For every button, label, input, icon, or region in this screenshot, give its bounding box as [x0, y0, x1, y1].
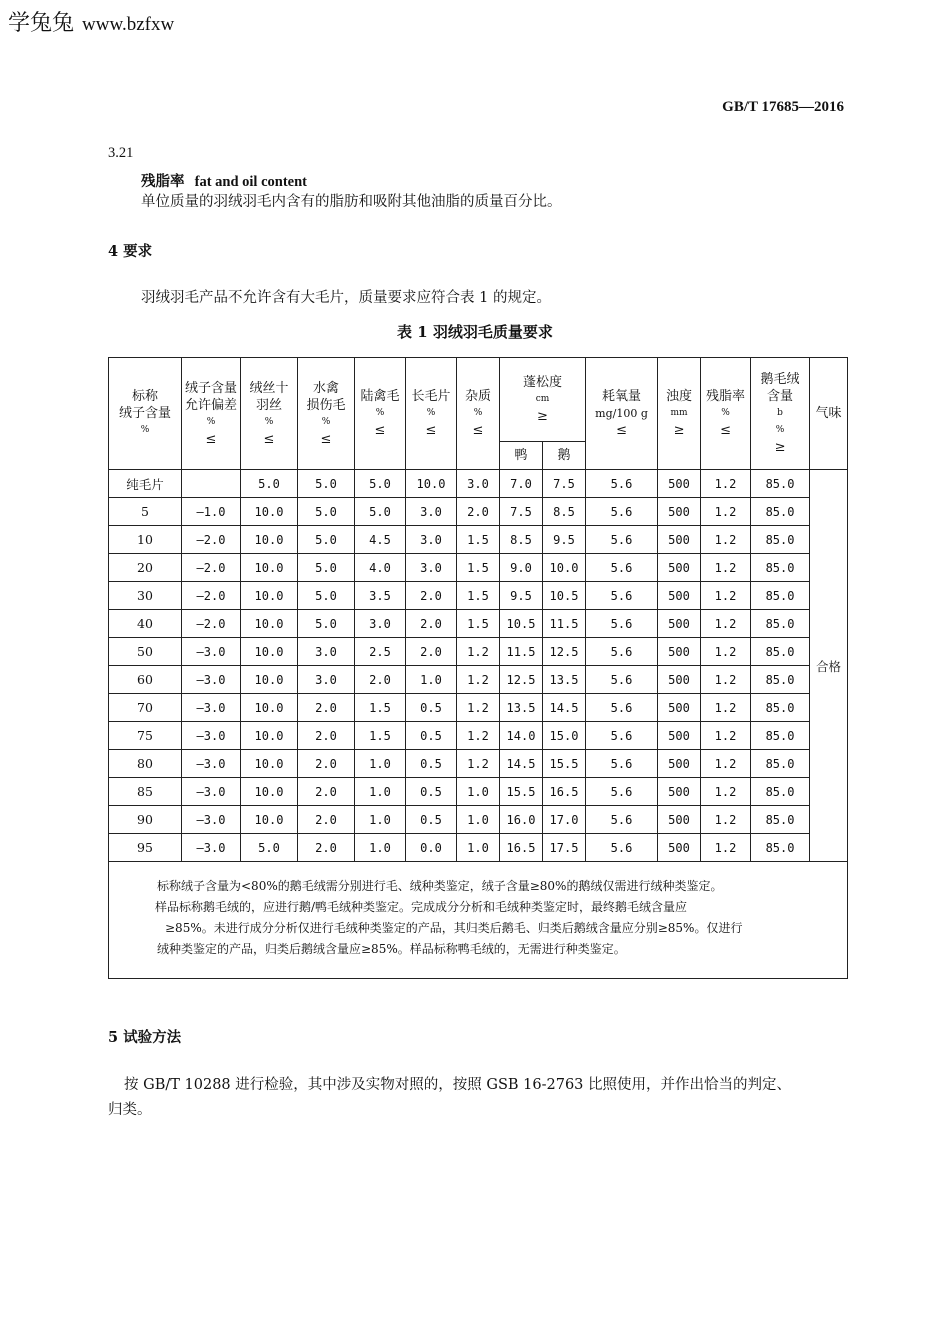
table-cell: 5.6: [586, 806, 658, 834]
table-cell: 2.0: [298, 834, 355, 862]
table-cell: —2.0: [182, 610, 241, 638]
table-cell: 5.6: [586, 722, 658, 750]
table-cell: 3.0: [298, 638, 355, 666]
table-cell: 10.5: [500, 610, 543, 638]
table-cell: 85.0: [751, 778, 810, 806]
table-cell: 7.5: [543, 470, 586, 498]
section-5-body-line2: 归类。: [108, 1102, 152, 1118]
table-cell: 1.5: [355, 694, 406, 722]
table-cell: 5.6: [586, 638, 658, 666]
table-cell: 70: [109, 694, 182, 722]
table-cell: 3.0: [457, 470, 500, 498]
table-cell: 85.0: [751, 750, 810, 778]
table-cell: —3.0: [182, 722, 241, 750]
header-fat-content: 残脂率 % ≤: [701, 358, 751, 470]
table-cell: 2.0: [355, 666, 406, 694]
table-cell: 500: [658, 582, 701, 610]
table-cell: 5.6: [586, 582, 658, 610]
table-cell: 85.0: [751, 638, 810, 666]
header-nominal-down: 标称 绒子含量 %: [109, 358, 182, 470]
table-note: [109, 862, 848, 979]
table-cell: 85: [109, 778, 182, 806]
table-cell: —3.0: [182, 638, 241, 666]
table-cell: 16.5: [543, 778, 586, 806]
table-cell: 500: [658, 498, 701, 526]
standard-number: GB/T 17685—2016: [722, 99, 844, 115]
table-cell: 10.0: [241, 582, 298, 610]
table-cell: —3.0: [182, 666, 241, 694]
table-cell: 500: [658, 722, 701, 750]
table-cell: 5.6: [586, 610, 658, 638]
table-cell: 1.5: [457, 526, 500, 554]
table-cell: 10.0: [241, 610, 298, 638]
table-row: [109, 470, 848, 498]
table-cell: 2.0: [298, 750, 355, 778]
header-oxygen-number: 耗氧量 mg/100 g ≤: [586, 358, 658, 470]
header-goose: 鹅: [543, 442, 586, 470]
table-cell: 500: [658, 638, 701, 666]
table-cell: 50: [109, 638, 182, 666]
table-cell: 2.0: [406, 610, 457, 638]
table-cell: 500: [658, 750, 701, 778]
table-cell: 500: [658, 666, 701, 694]
table-cell: 80: [109, 750, 182, 778]
table-row: [109, 554, 848, 582]
table-cell: 1.0: [355, 834, 406, 862]
header-goose-content: 鹅毛绒 含量 b % ≥: [751, 358, 810, 470]
clause-number: 3.21: [108, 145, 134, 161]
table-cell: 2.5: [355, 638, 406, 666]
header-odor: 气味: [810, 358, 848, 470]
table-cell: 11.5: [500, 638, 543, 666]
table-header-row: [109, 358, 848, 442]
table-cell: 85.0: [751, 694, 810, 722]
term-en: fat and oil content: [194, 174, 307, 190]
table-cell: 8.5: [500, 526, 543, 554]
table-cell: 纯毛片: [109, 470, 182, 498]
note-line: 标称绒子含量为<80%的鹅毛绒需分别进行毛、绒种类鉴定，绒子含量≥80%的鹅绒仅需进行绒种类鉴定。: [157, 879, 723, 893]
table-cell: 85.0: [751, 806, 810, 834]
table-cell: 10.0: [241, 806, 298, 834]
term-cn: 残脂率: [141, 173, 185, 190]
table-row: [109, 526, 848, 554]
table-cell: 15.5: [543, 750, 586, 778]
table-cell: 85.0: [751, 470, 810, 498]
table-cell: 1.2: [457, 638, 500, 666]
table-row: [109, 834, 848, 862]
table-cell: 40: [109, 610, 182, 638]
section-5-body-line1: 按 GB/T 10288 进行检验，其中涉及实物对照的，按照 GSB 16-2763 比照使用，并作出恰当的判定、: [124, 1077, 791, 1093]
table-cell: —3.0: [182, 806, 241, 834]
table-cell: 3.0: [406, 498, 457, 526]
header-damaged-feather: 水禽 损伤毛 % ≤: [298, 358, 355, 470]
table-cell: 9.0: [500, 554, 543, 582]
note-line: ≥85%。未进行成分分析仅进行毛绒种类鉴定的产品，其归类后鹅毛、归类后鹅绒含量应分别≥85%。仅进行: [165, 921, 743, 935]
table-cell: 1.2: [701, 722, 751, 750]
table-cell: —3.0: [182, 834, 241, 862]
table-cell: 1.2: [701, 526, 751, 554]
table-cell: 10.0: [241, 666, 298, 694]
table-row: [109, 638, 848, 666]
table-cell: 11.5: [543, 610, 586, 638]
table-cell: 5.0: [298, 470, 355, 498]
table-cell: 1.2: [701, 498, 751, 526]
table-cell: 14.5: [543, 694, 586, 722]
table-cell: 15.0: [543, 722, 586, 750]
header-turbidity: 浊度 mm ≥: [658, 358, 701, 470]
table-cell: 30: [109, 582, 182, 610]
table-cell: 2.0: [298, 694, 355, 722]
table-cell: 85.0: [751, 722, 810, 750]
table-cell: —2.0: [182, 582, 241, 610]
table-cell: —3.0: [182, 778, 241, 806]
table-cell: 1.0: [457, 834, 500, 862]
table-cell: —2.0: [182, 554, 241, 582]
header-landfowl-feather: 陆禽毛 % ≤: [355, 358, 406, 470]
table-cell: 500: [658, 806, 701, 834]
table-cell: 1.0: [355, 806, 406, 834]
table-cell: 1.2: [701, 750, 751, 778]
header-fill-power: 蓬松度 cm ≥: [500, 358, 586, 442]
table-cell: 5.6: [586, 750, 658, 778]
table-cell: 85.0: [751, 498, 810, 526]
table-cell: 7.5: [500, 498, 543, 526]
table-cell: 5.0: [298, 498, 355, 526]
header-long-feather: 长毛片 % ≤: [406, 358, 457, 470]
table-cell: 3.0: [406, 554, 457, 582]
table-cell: —2.0: [182, 526, 241, 554]
table-cell: 5.6: [586, 778, 658, 806]
table-cell: 60: [109, 666, 182, 694]
table-cell: 7.0: [500, 470, 543, 498]
table-cell: 2.0: [457, 498, 500, 526]
table-cell: 1.5: [457, 610, 500, 638]
table-cell: 1.0: [355, 750, 406, 778]
table-cell: 75: [109, 722, 182, 750]
table-row: [109, 750, 848, 778]
table-cell: 16.5: [500, 834, 543, 862]
table-cell: 4.0: [355, 554, 406, 582]
note-line: 绒种类鉴定的产品，归类后鹅绒含量应≥85%。样品标称鸭毛绒的，无需进行种类鉴定。: [157, 942, 626, 956]
table-cell: 1.2: [701, 554, 751, 582]
table-cell: 15.5: [500, 778, 543, 806]
table-cell: 17.0: [543, 806, 586, 834]
table-cell: 8.5: [543, 498, 586, 526]
section-5-heading: 5 试验方法: [108, 1029, 182, 1046]
table-cell: 5.0: [298, 554, 355, 582]
table-cell: 9.5: [500, 582, 543, 610]
table-cell: 1.0: [406, 666, 457, 694]
table-cell: 95: [109, 834, 182, 862]
table-cell: 10.5: [543, 582, 586, 610]
quality-requirements-table: [108, 357, 848, 979]
table-row: [109, 666, 848, 694]
table-cell: 12.5: [500, 666, 543, 694]
table-cell: 5.0: [355, 470, 406, 498]
table-cell: 5.0: [241, 834, 298, 862]
term-heading: [141, 170, 307, 191]
table-cell: 0.5: [406, 694, 457, 722]
table-cell: 13.5: [543, 666, 586, 694]
table-cell: 1.0: [355, 778, 406, 806]
table-cell: 10.0: [241, 778, 298, 806]
term-definition: 单位质量的羽绒羽毛内含有的脂肪和吸附其他油脂的质量百分比。: [141, 194, 562, 210]
table-row: [109, 806, 848, 834]
table-cell: 2.0: [406, 582, 457, 610]
table-cell: 5.6: [586, 470, 658, 498]
table-cell: 10.0: [241, 638, 298, 666]
note-line: 样品标称鹅毛绒的，应进行鹅/鸭毛绒种类鉴定。完成成分分析和毛绒种类鉴定时，最终鹅毛绒含量应: [155, 900, 688, 914]
table-cell: 5.0: [241, 470, 298, 498]
table-row: [109, 582, 848, 610]
table-cell: 10: [109, 526, 182, 554]
table-row: [109, 722, 848, 750]
table-cell: 1.2: [701, 834, 751, 862]
table-cell: 1.5: [457, 582, 500, 610]
table-cell: 5.6: [586, 526, 658, 554]
table-cell: 5.0: [298, 610, 355, 638]
table-cell: 10.0: [241, 554, 298, 582]
table-cell: 3.5: [355, 582, 406, 610]
table-cell: 5.6: [586, 498, 658, 526]
section-4-body: 羽绒羽毛产品不允许含有大毛片，质量要求应符合表 1 的规定。: [141, 290, 551, 306]
table-cell: 10.0: [241, 498, 298, 526]
table-cell: 500: [658, 610, 701, 638]
table-cell: 10.0: [241, 722, 298, 750]
table-cell: 1.2: [457, 722, 500, 750]
table-cell: [182, 470, 241, 498]
table-cell: 500: [658, 778, 701, 806]
table-cell: 2.0: [298, 778, 355, 806]
table-cell: 5.6: [586, 834, 658, 862]
table-cell: 1.2: [701, 582, 751, 610]
table-cell: 1.2: [701, 610, 751, 638]
table-cell: 10.0: [241, 526, 298, 554]
table-cell: 0.5: [406, 722, 457, 750]
table-cell: 0.5: [406, 750, 457, 778]
table-cell: 10.0: [406, 470, 457, 498]
table-cell: 1.2: [701, 666, 751, 694]
table-cell: 5.6: [586, 694, 658, 722]
table-cell: 14.0: [500, 722, 543, 750]
table-cell: 0.5: [406, 806, 457, 834]
table-cell: 1.2: [701, 806, 751, 834]
table-cell: 20: [109, 554, 182, 582]
table-cell: 85.0: [751, 526, 810, 554]
table-row: [109, 498, 848, 526]
table-cell: 5.6: [586, 666, 658, 694]
table-cell: 3.0: [355, 610, 406, 638]
table-cell: 5.6: [586, 554, 658, 582]
table-cell: 1.2: [457, 750, 500, 778]
table-cell: —3.0: [182, 750, 241, 778]
table-cell: 0.0: [406, 834, 457, 862]
table-cell: 500: [658, 526, 701, 554]
table-cell: 5.0: [298, 526, 355, 554]
table-cell: 5.0: [355, 498, 406, 526]
table-cell: 500: [658, 694, 701, 722]
table-cell: 1.5: [355, 722, 406, 750]
table-cell: 14.5: [500, 750, 543, 778]
table-cell: 1.5: [457, 554, 500, 582]
table-cell: 1.2: [701, 470, 751, 498]
table-cell: 500: [658, 554, 701, 582]
table-cell: 17.5: [543, 834, 586, 862]
table-cell: 1.2: [701, 694, 751, 722]
table-cell: 1.2: [701, 638, 751, 666]
table-cell: 3.0: [406, 526, 457, 554]
table-cell: —1.0: [182, 498, 241, 526]
table-cell: 9.5: [543, 526, 586, 554]
table-cell: 90: [109, 806, 182, 834]
table-cell: 10.0: [241, 750, 298, 778]
table-cell: 3.0: [298, 666, 355, 694]
table-row: [109, 778, 848, 806]
table-cell: 1.2: [457, 666, 500, 694]
watermark: [8, 6, 174, 37]
table-cell: 1.0: [457, 806, 500, 834]
section-4-heading: 4 要求: [108, 243, 153, 260]
header-down-tolerance: 绒子含量 允许偏差 % ≤: [182, 358, 241, 470]
table-cell: 4.5: [355, 526, 406, 554]
table-cell: 10.0: [241, 694, 298, 722]
table-cell: 85.0: [751, 610, 810, 638]
table-cell: —3.0: [182, 694, 241, 722]
watermark-url: www.bzfxw: [82, 14, 175, 35]
table-cell: 1.2: [457, 694, 500, 722]
table-cell: 16.0: [500, 806, 543, 834]
watermark-brand: 学兔兔: [8, 11, 75, 36]
table-row: [109, 694, 848, 722]
table-cell: 13.5: [500, 694, 543, 722]
table-note-row: [109, 862, 848, 979]
table-cell: 85.0: [751, 554, 810, 582]
table-cell: 500: [658, 834, 701, 862]
table-cell: 5: [109, 498, 182, 526]
table-cell: 2.0: [298, 806, 355, 834]
table-cell: 85.0: [751, 582, 810, 610]
header-duck: 鸭: [500, 442, 543, 470]
table-cell: 85.0: [751, 666, 810, 694]
header-impurity: 杂质 % ≤: [457, 358, 500, 470]
table-cell: 1.0: [457, 778, 500, 806]
table-cell: 85.0: [751, 834, 810, 862]
table-cell: 5.0: [298, 582, 355, 610]
table-cell: 500: [658, 470, 701, 498]
odor-value: 合格: [810, 470, 848, 862]
table-cell: 10.0: [543, 554, 586, 582]
table-cell: 0.5: [406, 778, 457, 806]
table-cell: 2.0: [406, 638, 457, 666]
table-row: [109, 610, 848, 638]
table-cell: 12.5: [543, 638, 586, 666]
table-cell: 2.0: [298, 722, 355, 750]
table-cell: 1.2: [701, 778, 751, 806]
table-caption: 表 1 羽绒羽毛质量要求: [397, 323, 553, 341]
header-fiber: 绒丝十 羽丝 % ≤: [241, 358, 298, 470]
